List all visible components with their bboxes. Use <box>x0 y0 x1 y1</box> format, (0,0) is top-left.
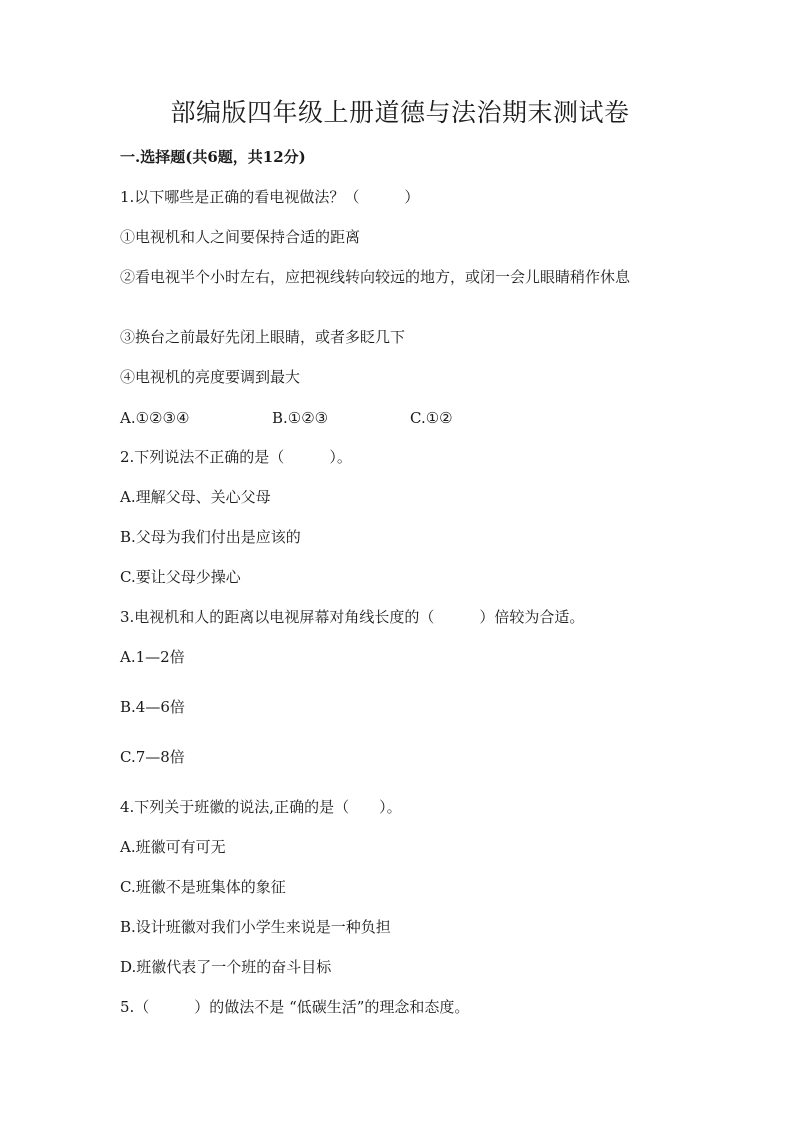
question-1-item-1: ①电视机和人之间要保持合适的距离 <box>120 228 361 246</box>
question-3-option-b: B.4—6倍 <box>120 698 185 716</box>
question-4-stem: 4.下列关于班徽的说法,正确的是（ ）。 <box>120 798 402 816</box>
question-1-item-3: ③换台之前最好先闭上眼睛，或者多眨几下 <box>120 328 406 346</box>
question-2-option-a: A.理解父母、关心父母 <box>120 488 271 506</box>
question-2-option-c: C.要让父母少操心 <box>120 568 241 586</box>
question-1-stem: 1.以下哪些是正确的看电视做法？（ ） <box>120 188 420 206</box>
question-4-option-b: B.设计班徽对我们小学生来说是一种负担 <box>120 918 391 936</box>
question-1-option-c: C.①② <box>410 409 453 427</box>
question-1-option-b: B.①②③ <box>272 409 329 427</box>
question-1-item-4: ④电视机的亮度要调到最大 <box>120 368 301 386</box>
question-1-option-a: A.①②③④ <box>120 409 190 427</box>
section-heading: 一.选择题(共6题，共12分) <box>120 148 306 166</box>
question-4-option-c: C.班徽不是班集体的象征 <box>120 878 286 896</box>
question-3-option-c: C.7—8倍 <box>120 748 185 766</box>
question-1-item-2: ②看电视半个小时左右，应把视线转向较远的地方，或闭一会儿眼睛稍作休息 <box>120 268 631 286</box>
question-3-option-a: A.1—2倍 <box>120 648 185 666</box>
question-5-stem: 5.（ ）的做法不是 “低碳生活”的理念和态度。 <box>120 998 470 1016</box>
question-2-stem: 2.下列说法不正确的是（ ）。 <box>120 448 352 466</box>
question-4-option-a: A.班徽可有可无 <box>120 838 226 856</box>
question-3-stem: 3.电视机和人的距离以电视屏幕对角线长度的（ ）倍较为合适。 <box>120 608 585 626</box>
question-4-option-d: D.班徽代表了一个班的奋斗目标 <box>120 958 332 976</box>
question-2-option-b: B.父母为我们付出是应该的 <box>120 528 301 546</box>
page-title: 部编版四年级上册道德与法治期末测试卷 <box>170 98 630 127</box>
